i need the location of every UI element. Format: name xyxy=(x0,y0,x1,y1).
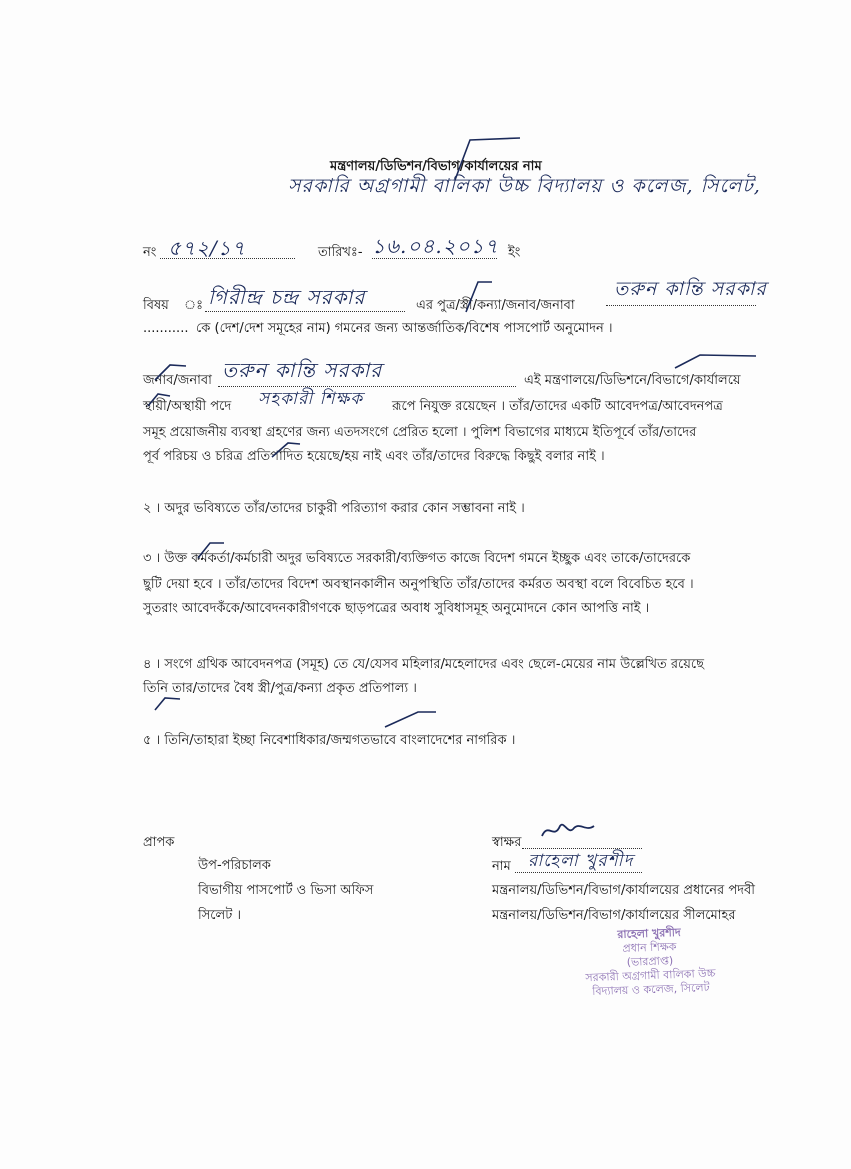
para3-line3: সুতরাং আবেদকঁকে/আবেদনকারীগণকে ছাড়পত্রের অবাধ সুবিধাসমূহ অনুমোদনে কোন আপত্তি নাই । xyxy=(143,601,650,616)
para4-line2: তিনি তার/তাদের বৈধ স্ত্রী/পুত্র/কন্যা প্রকৃত প্রতিপাল্য । xyxy=(143,681,417,696)
stamp-line2: প্রধান শিক্ষক xyxy=(622,940,677,955)
subject-father-name: গিরীন্দ্র চন্দ্র সরকার xyxy=(208,285,366,309)
date-label: তারিখঃ- xyxy=(318,245,363,260)
stamp-line3: (ভারপ্রাপ্ত) xyxy=(626,954,674,969)
seal-label: মন্ত্রনালয়/ডিভিশন/বিভাগ/কার্যালয়ের সীলমোহর xyxy=(492,908,736,923)
para1-line3: সমূহ প্রয়োজনীয় ব্যবস্থা গ্রহণের জন্য এতদসংগে প্রেরিত হলো । পুলিশ বিভাগের মাধ্যমে ইতিপূর্বে তাঁর/তাদের xyxy=(143,425,697,440)
date-suffix: ইং xyxy=(508,245,521,260)
para1-post-name: সহকারী শিক্ষক xyxy=(258,389,364,409)
office-name-handwritten: সরকারি অগ্রগামী বালিকা উচ্চ বিদ্যালয় ও কলেজ, সিলেট, xyxy=(288,175,761,197)
office-name-label: মন্ত্রণালয়/ডিভিশন/বিভাগ/কার্যালয়ের নাম xyxy=(330,159,542,174)
subject-applicant-name: তরুন কান্তি সরকার xyxy=(614,278,767,300)
stamp-line1: রাহেলা খুরশীদ xyxy=(617,925,681,942)
subject-label: বিষয় xyxy=(143,298,169,313)
subject-line2-text: কে (দেশ/দেশ সমূহের নাম) গমনের জন্য আন্তর্জাতিক/বিশেষ পাসপোর্ট অনুমোদন । xyxy=(196,321,613,336)
recipient-label: প্রাপক xyxy=(143,835,175,850)
signatory-name: রাহেলা খুরশীদ xyxy=(528,851,634,871)
para5-line1: ৫ । তিনি/তাহারা ইচ্ছা নিবেশাধিকার/জম্মগতভাবে বাংলাদেশের নাগরিক । xyxy=(143,733,516,748)
para1-prefix: জনাব/জনাবা xyxy=(143,373,212,388)
para3-line2: ছুটি দেয়া হবে । তাঁর/তাদের বিদেশ অবস্থানকালীন অনুপস্থিতি তাঁর/তাদের কর্মরত অবস্থা বলে বিবেচিত হবে । xyxy=(143,577,694,592)
stamp-line4: সরকারী অগ্রগামী বালিকা উচ্চ xyxy=(585,966,716,985)
reference-no-value: ৫৭২/১৭ xyxy=(168,236,246,260)
subject-colon: ঃ xyxy=(184,298,204,313)
recipient-line1: উপ-পরিচালক xyxy=(198,858,271,873)
official-seal-stamp xyxy=(554,924,746,1001)
stamp-line5: বিদ্যালয় ও কলেজ, সিলেট xyxy=(592,980,710,999)
para2-line1: ২ । অদুর ভবিষ্যতে তাঁর/তাদের চাকুরী পরিত্যাগ করার কোন সম্ভাবনা নাই । xyxy=(143,501,525,516)
subject-line2-dots: ........... xyxy=(143,321,189,336)
signature-label: স্বাক্ষর xyxy=(492,835,522,850)
subject-relation-text: এর পুত্র/স্ত্রী/কন্যা/জনাব/জনাবা xyxy=(416,298,575,313)
recipient-line2: বিভাগীয় পাসপোর্ট ও ভিসা অফিস xyxy=(198,883,374,898)
para1-applicant-name: তরুন কান্তি সরকার xyxy=(222,358,383,382)
designation-label: মন্ত্রনালয়/ডিভিশন/বিভাগ/কার্যালয়ের প্রধানের পদবী xyxy=(492,883,755,898)
name-label: নাম xyxy=(492,859,511,874)
para1-line1-rest: এই মন্ত্রণালয়ে/ডিভিশনে/বিভাগে/কার্যালয়ে xyxy=(524,373,741,388)
para1-line2-rest: রূপে নিযুক্ত রয়েছেন । তাঁর/তাদের একটি আবেদপত্র/আবেদনপত্র xyxy=(392,399,723,414)
recipient-line3: সিলেট । xyxy=(198,908,242,923)
para3-line1: ৩ । উক্ত কর্মকর্তা/কর্মচারী অদুর ভবিষ্যতে সরকারী/ব্যক্তিগত কাজে বিদেশ গমনে ইচ্ছুক এবং তাকে/তাদেরকে xyxy=(143,551,691,566)
para1-line4: পূর্ব পরিচয় ও চরিত্র প্রতিপাদিত হয়েছে/হয় নাই এবং তাঁর/তাদের বিরুদ্ধে কিছুই বলার নাই । xyxy=(143,449,605,464)
para4-line1: ৪ । সংগে গ্রথিক আবেদনপত্র (সমূহ) তে যে/যেসব মহিলার/মহেলাদের এবং ছেলে-মেয়ের নাম উল্লেখিত রয়েছে xyxy=(143,657,705,672)
date-value: ১৬.০৪.২০১৭ xyxy=(372,234,499,258)
reference-no-label: নং xyxy=(143,245,157,260)
para1-line2-prefix: স্থায়ী/অস্থায়ী পদে xyxy=(143,399,232,414)
handwritten-signature xyxy=(538,818,598,844)
